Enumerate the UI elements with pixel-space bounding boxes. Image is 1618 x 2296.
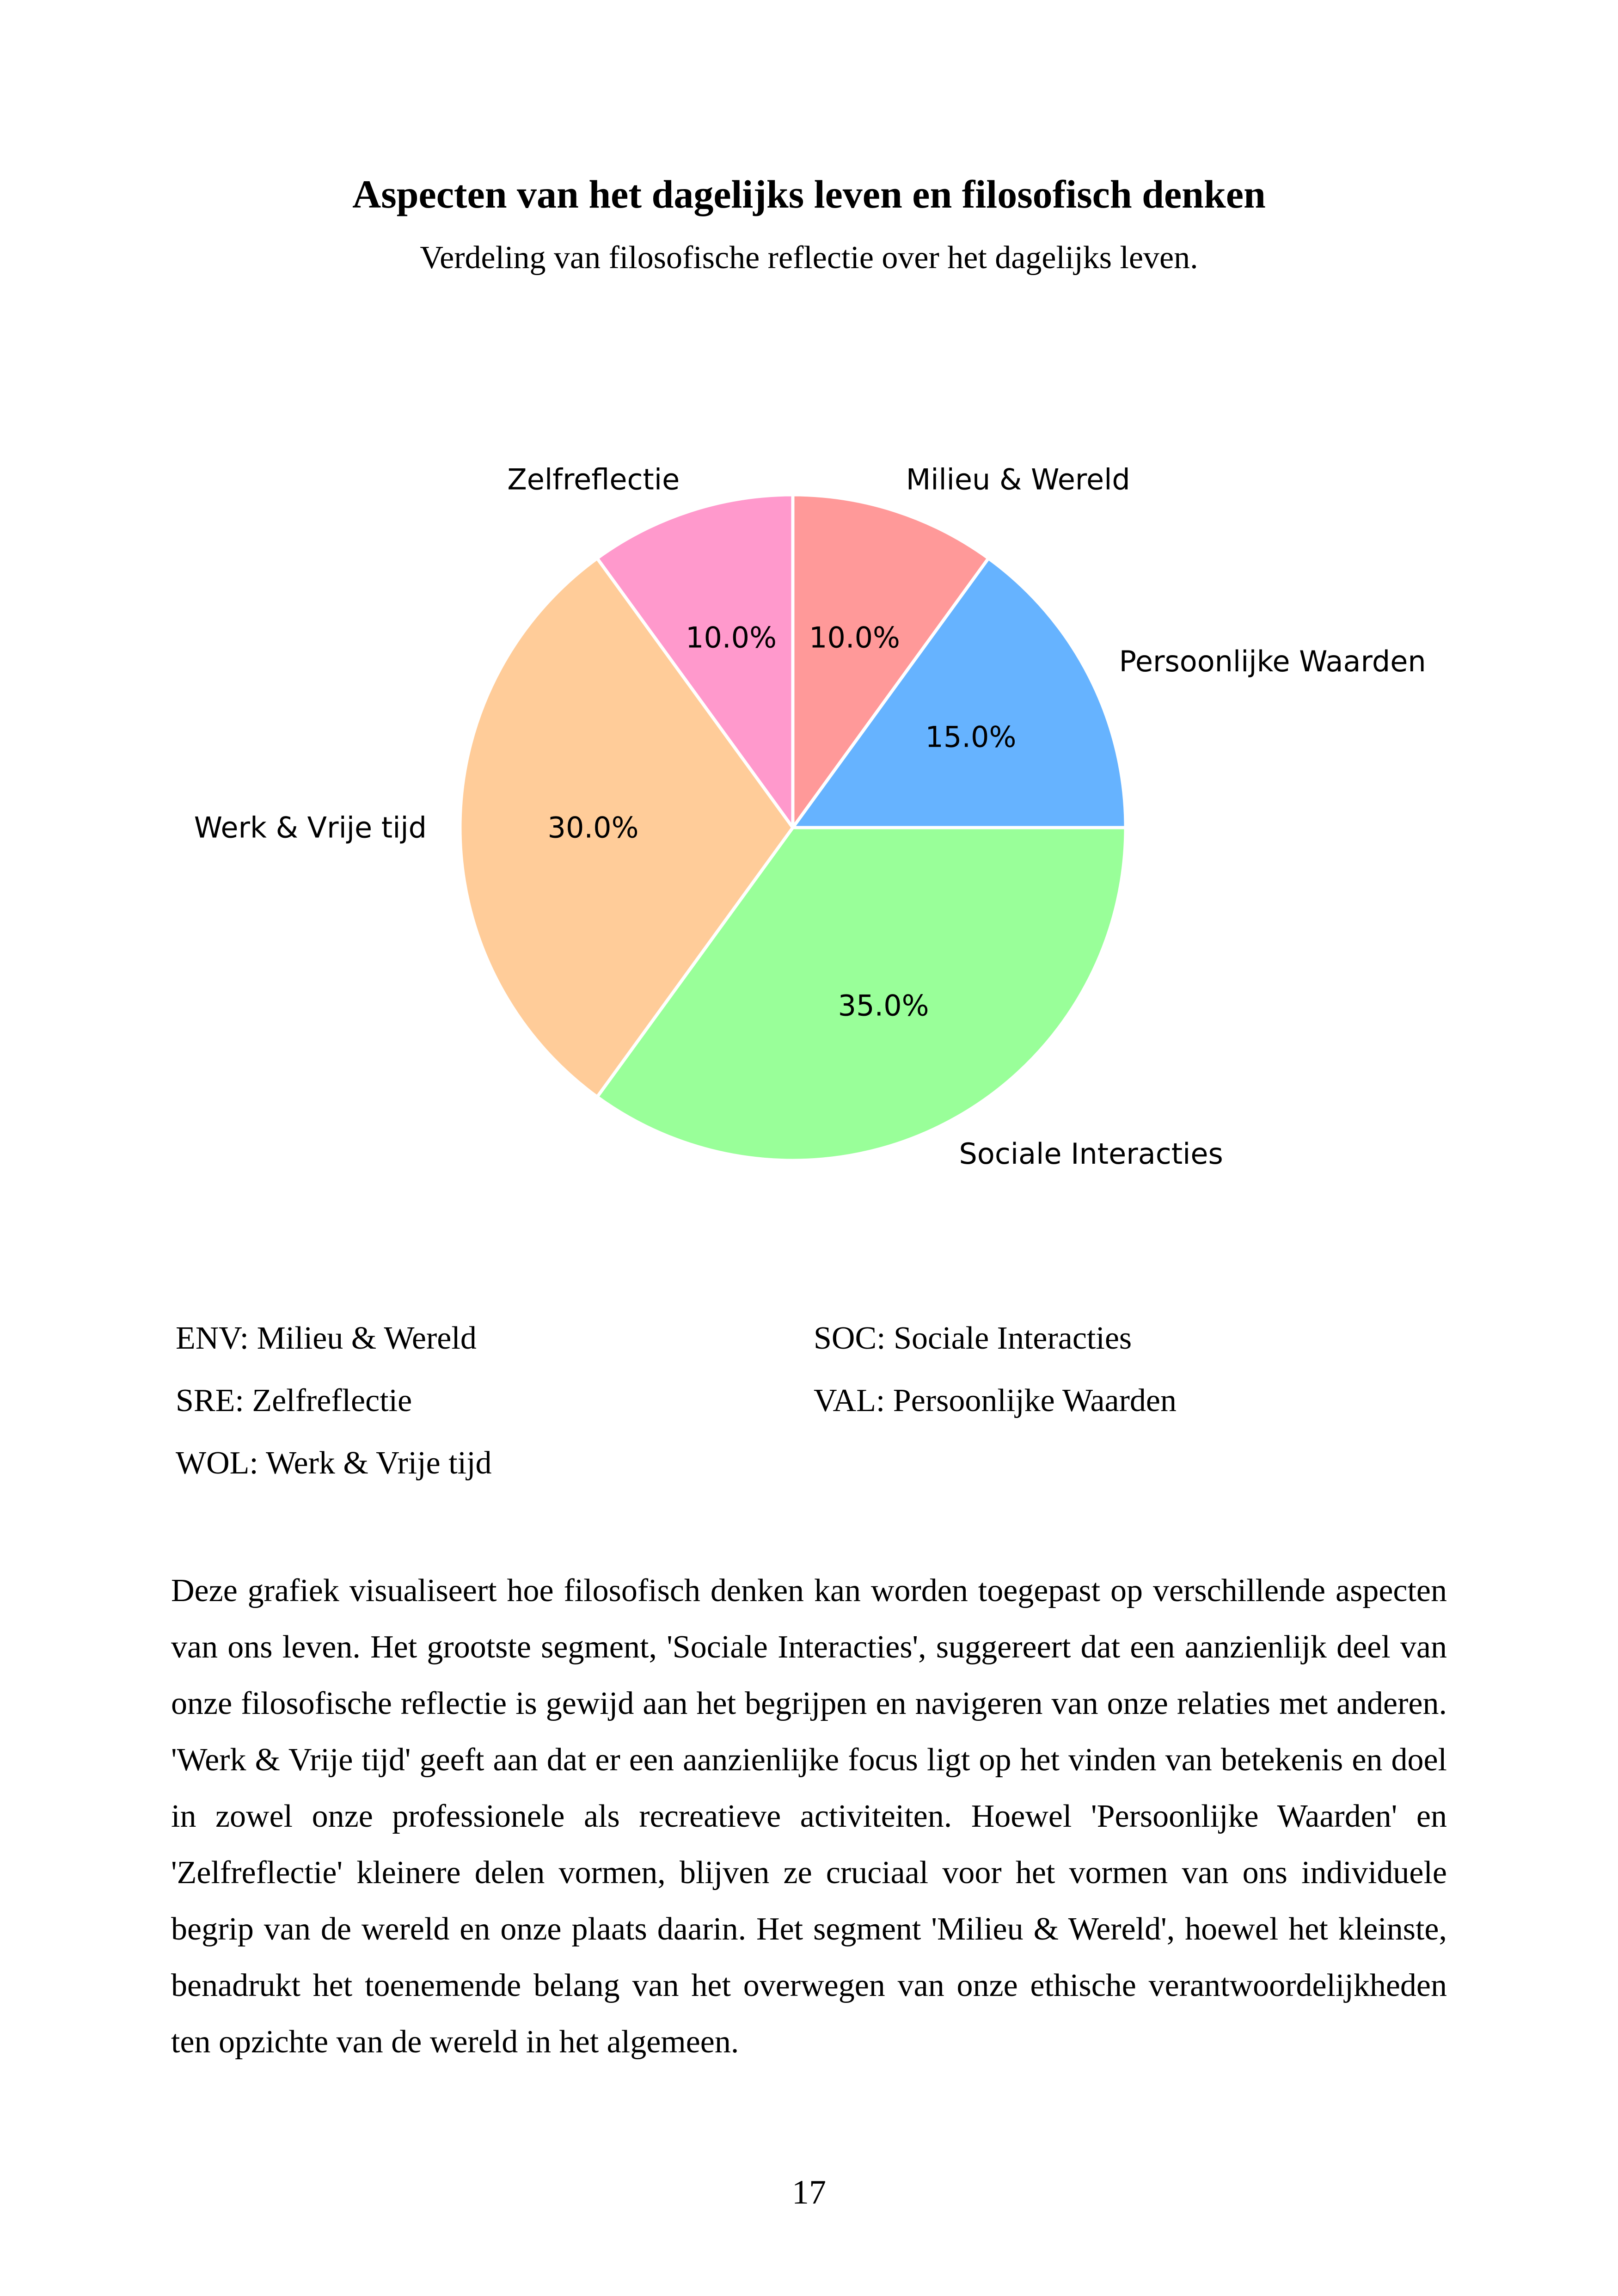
page-number: 17 xyxy=(792,2173,826,2211)
description-paragraph: Deze grafiek visualiseert hoe filosofisch denken kan worden toegepast op verschillende aspecten van ons leven. Het grootste segment, 'Sociale Interacties', suggereert dat een aanzienlijk deel van onze filosofische reflectie is gewijd aan het begrijpen en navigeren van onze relaties met anderen. 'Werk & Vrije tijd' geeft aan dat er een aanzienlijke focus ligt op het vinden van betekenis en doel in zowel onze professionele als recreatieve activiteiten. Hoewel 'Persoonlijke Waarden' en 'Zelfreflectie' kleinere delen vormen, blijven ze cruciaal voor het vormen van ons individuele begrip van de wereld en onze plaats daarin. Het segment 'Milieu & Wereld', hoewel het kleinste, benadrukt het toenemende belang van het overwegen van onze ethische verantwoordelijkheden ten opzichte van de wereld in het algemeen. xyxy=(171,1573,1447,2060)
pie-percent-label-0: 10.0% xyxy=(809,620,900,655)
legend-item-wol: WOL: Werk & Vrije tijd xyxy=(176,1445,492,1481)
pie-category-label-4: Zelfreflectie xyxy=(507,462,680,497)
legend-item-sre: SRE: Zelfreflectie xyxy=(176,1383,412,1418)
pie-category-label-2: Sociale Interacties xyxy=(959,1137,1223,1171)
legend xyxy=(176,1320,1470,1514)
page-subtitle: Verdeling van filosofische reflectie over het dagelijks leven. xyxy=(420,240,1198,276)
pie-category-label-0: Milieu & Wereld xyxy=(906,462,1130,497)
legend-item-soc: SOC: Sociale Interacties xyxy=(814,1320,1132,1356)
pie-percent-label-2: 35.0% xyxy=(838,988,929,1023)
legend-item-val: VAL: Persoonlijke Waarden xyxy=(814,1383,1177,1418)
page-title: Aspecten van het dagelijks leven en filosofisch denken xyxy=(352,172,1266,216)
pie-percent-label-1: 15.0% xyxy=(925,720,1017,754)
legend-item-env: ENV: Milieu & Wereld xyxy=(176,1320,477,1356)
pie-percent-label-3: 30.0% xyxy=(547,810,639,845)
pie-category-label-1: Persoonlijke Waarden xyxy=(1119,644,1426,678)
pie-category-label-3: Werk & Vrije tijd xyxy=(194,810,427,845)
pie-percent-label-4: 10.0% xyxy=(686,620,777,655)
